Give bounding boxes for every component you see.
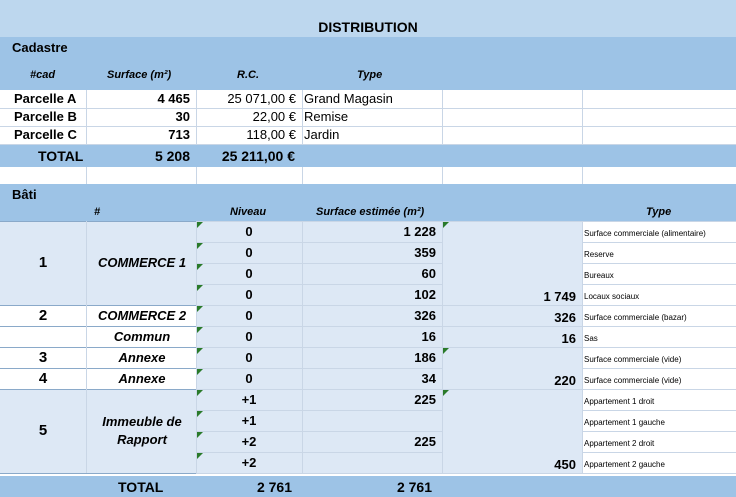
bati-type: Surface commerciale (alimentaire) <box>584 229 706 238</box>
row-divider <box>196 263 442 264</box>
bati-type: Appartement 2 droit <box>584 439 655 448</box>
column-divider <box>442 167 443 184</box>
row-divider <box>196 305 442 306</box>
column-divider <box>86 90 87 145</box>
bati-type: Bureaux <box>584 271 614 280</box>
bati-surface: 326 <box>414 308 436 323</box>
group-divider <box>442 221 582 222</box>
bati-type: Appartement 1 gauche <box>584 418 665 427</box>
row-divider <box>582 452 736 453</box>
bati-band <box>0 184 736 206</box>
row-divider <box>196 389 442 390</box>
row-divider <box>196 326 442 327</box>
row-divider <box>582 389 736 390</box>
row-divider <box>582 410 736 411</box>
bati-type: Appartement 2 gauche <box>584 460 665 469</box>
cadastre-surface: 30 <box>175 109 190 124</box>
row-divider <box>196 452 442 453</box>
bati-surface: 34 <box>421 371 436 386</box>
page-title: DISTRIBUTION <box>318 19 418 35</box>
bati-total-surface: 2 761 <box>396 479 432 495</box>
bati-group-num: 5 <box>38 422 48 439</box>
cadastre-total-band <box>0 145 736 167</box>
column-divider <box>196 167 197 184</box>
cadastre-total-rc: 25 211,00 € <box>221 148 295 164</box>
bati-total-label: TOTAL <box>118 479 164 495</box>
cadastre-header-type: Type <box>357 69 383 81</box>
cadastre-type: Grand Magasin <box>304 91 393 106</box>
bati-group-name: Annexe <box>118 370 166 386</box>
column-divider <box>86 221 87 473</box>
bati-niveau: 0 <box>245 308 253 323</box>
column-divider <box>442 221 443 473</box>
group-divider <box>442 473 582 474</box>
bati-type: Reserve <box>584 250 614 259</box>
cadastre-header-surface: Surface (m²) <box>107 69 172 81</box>
row-divider <box>582 263 736 264</box>
row-divider <box>196 284 442 285</box>
bati-surface: 186 <box>414 350 436 365</box>
bati-group-num: 3 <box>38 348 48 366</box>
row-divider <box>582 221 736 222</box>
bati-group-num: 4 <box>38 369 48 387</box>
column-divider <box>86 167 87 184</box>
cadastre-total-label: TOTAL <box>38 148 84 164</box>
cell-comment-marker <box>443 222 449 228</box>
cadastre-total-surface: 5 208 <box>154 148 190 164</box>
bati-type: Locaux sociaux <box>584 292 640 301</box>
bati-surface: 16 <box>421 329 436 344</box>
group-divider <box>0 221 196 222</box>
bati-group-num: 2 <box>38 306 48 324</box>
cadastre-rc: 25 071,00 € <box>227 91 296 106</box>
bati-group-name: COMMERCE 1 <box>97 255 187 270</box>
bati-subtotal: 1 749 <box>543 289 576 304</box>
bati-group-name: Annexe <box>118 349 166 365</box>
group-divider <box>0 473 196 474</box>
bati-niveau: 0 <box>245 329 253 344</box>
bati-type: Surface commerciale (vide) <box>584 355 682 364</box>
row-divider <box>582 326 736 327</box>
row-divider <box>582 368 736 369</box>
column-divider <box>302 167 303 184</box>
cell-comment-marker <box>443 348 449 354</box>
bati-group-name: COMMERCE 2 <box>97 307 187 323</box>
column-divider <box>196 90 197 145</box>
bati-surface: 60 <box>421 266 436 281</box>
column-divider <box>302 90 303 145</box>
bati-header-surface: Surface estimée (m²) <box>316 206 425 218</box>
row-divider <box>582 305 736 306</box>
row-divider <box>582 242 736 243</box>
bati-surface: 225 <box>414 392 436 407</box>
cell-comment-marker <box>443 390 449 396</box>
bati-header-type: Type <box>646 206 672 218</box>
bati-subtotal: 16 <box>561 331 576 346</box>
bati-niveau: +1 <box>241 413 257 428</box>
bati-subtotal: 450 <box>554 457 576 472</box>
cadastre-cad: Parcelle B <box>14 109 77 124</box>
cadastre-rc: 118,00 € <box>246 127 296 142</box>
bati-group-num: 1 <box>38 254 48 271</box>
row-divider <box>196 431 442 432</box>
group-divider <box>442 326 582 327</box>
bati-subtotal: 220 <box>554 373 576 388</box>
bati-type: Appartement 1 droit <box>584 397 655 406</box>
bati-label: Bâti <box>12 187 37 202</box>
bati-total-niveau: 2 761 <box>256 479 292 495</box>
cadastre-cad: Parcelle A <box>14 91 77 106</box>
cadastre-surface: 713 <box>168 127 190 142</box>
bati-niveau: 0 <box>245 371 253 386</box>
bati-niveau: 0 <box>245 350 253 365</box>
row-divider <box>196 473 442 474</box>
group-divider <box>442 305 582 306</box>
bati-group-name: Immeuble de Rapport <box>102 414 182 447</box>
bati-subtotal: 326 <box>554 310 576 325</box>
row-divider <box>582 347 736 348</box>
cadastre-label: Cadastre <box>12 40 68 55</box>
bati-group-name: Commun <box>113 328 171 344</box>
row-divider <box>196 368 442 369</box>
bati-surface: 1 228 <box>403 224 436 239</box>
bati-niveau: +1 <box>241 392 257 407</box>
column-divider <box>582 221 583 473</box>
bati-niveau: +2 <box>241 455 257 470</box>
cadastre-type: Jardin <box>304 127 340 142</box>
group-divider <box>0 389 196 390</box>
column-divider <box>582 167 583 184</box>
row-divider <box>196 410 442 411</box>
group-divider <box>442 389 582 390</box>
row-divider <box>196 347 442 348</box>
cadastre-surface: 4 465 <box>157 91 190 106</box>
bati-type: Surface commerciale (bazar) <box>584 313 687 322</box>
bati-niveau: 0 <box>245 266 253 281</box>
row-divider <box>582 473 736 474</box>
bati-surface: 359 <box>414 245 436 260</box>
row-divider <box>196 242 442 243</box>
row-divider <box>582 431 736 432</box>
row-divider <box>582 284 736 285</box>
bati-niveau: 0 <box>245 287 253 302</box>
bati-type: Sas <box>584 334 598 343</box>
bati-niveau: 0 <box>245 245 253 260</box>
bati-niveau: +2 <box>241 434 257 449</box>
cadastre-rc: 22,00 € <box>252 109 296 124</box>
row-divider <box>196 221 442 222</box>
column-divider <box>582 90 583 145</box>
bati-header-num: # <box>94 206 101 218</box>
cadastre-header-cad: #cad <box>30 69 56 81</box>
cadastre-type: Remise <box>304 109 349 124</box>
bati-header-niveau: Niveau <box>230 206 267 218</box>
bati-type: Surface commerciale (vide) <box>584 376 682 385</box>
cadastre-band <box>0 37 736 61</box>
bati-niveau: 0 <box>245 224 253 239</box>
bati-surface: 225 <box>414 434 436 449</box>
cadastre-cad: Parcelle C <box>14 127 77 142</box>
bati-surface: 102 <box>414 287 436 302</box>
column-divider <box>442 90 443 145</box>
cadastre-header-rc: R.C. <box>237 69 259 81</box>
group-divider <box>442 347 582 348</box>
